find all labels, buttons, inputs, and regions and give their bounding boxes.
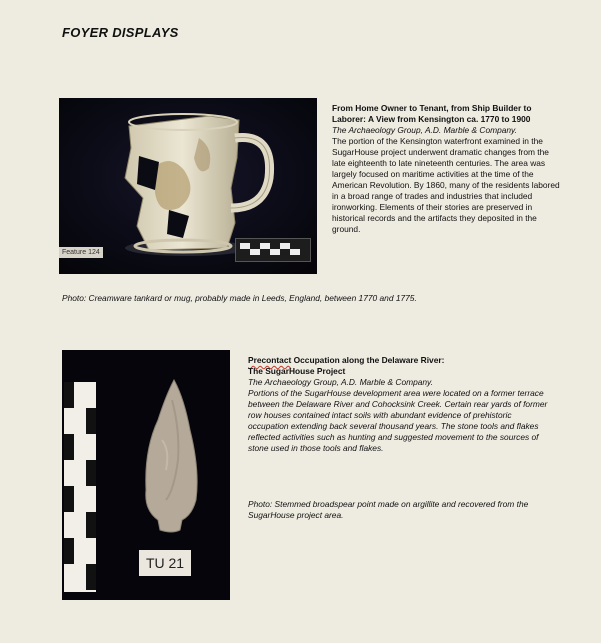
display2-organization: The Archaeology Group, A.D. Marble & Company. xyxy=(248,377,433,387)
display2-title-word: Precontact xyxy=(248,355,292,365)
projectile-point-photo xyxy=(62,350,230,600)
display2-body: Portions of the SugarHouse development area were located on a former terrace between the Delaware River and Cohocksink Creek. Certain rear yards of former row houses contained intact soils with abundant evidence of prehistoric occupation extending back several thousand years. The stone tools and flakes reflected activities such as hunting and suggested movement to the sources of stone used in those tools and flakes. xyxy=(248,388,548,453)
display1-title: From Home Owner to Tenant, from Ship Builder to Laborer: A View from Kensington ca. 1770 to 1900 xyxy=(332,103,532,124)
display2-title-rest: Occupation along the Delaware River: xyxy=(291,355,445,365)
display1-text xyxy=(332,103,564,235)
display1-organization: The Archaeology Group, A.D. Marble & Company. xyxy=(332,125,517,135)
display1-caption: Photo: Creamware tankard or mug, probably made in Leeds, England, between 1770 and 1775. xyxy=(62,293,417,303)
display2-subtitle: The SugarHouse Project xyxy=(248,366,346,376)
tankard-photo xyxy=(59,98,317,274)
page-title: FOYER DISPLAYS xyxy=(62,25,179,40)
scale-bar xyxy=(235,238,311,262)
centimeter-ruler xyxy=(64,382,96,592)
feature-tag: Feature 124 xyxy=(59,247,103,258)
display2-text xyxy=(248,355,548,454)
tu-tag: TU 21 xyxy=(139,550,191,576)
display2-title xyxy=(248,355,548,366)
display2-caption: Photo: Stemmed broadspear point made on argillite and recovered from the SugarHouse project area. xyxy=(248,499,529,520)
display1-body: The portion of the Kensington waterfront examined in the SugarHouse project underwent dramatic changes from the late eighteenth to late nineteenth centuries. The area was largely focused on maritime activities at the time of the American Revolution. By 1860, many of the residents labored in a broad range of trades and industries that included ironworking. Elements of their stories are preserved in historical records and the artifacts they deposited in the ground. xyxy=(332,136,560,234)
